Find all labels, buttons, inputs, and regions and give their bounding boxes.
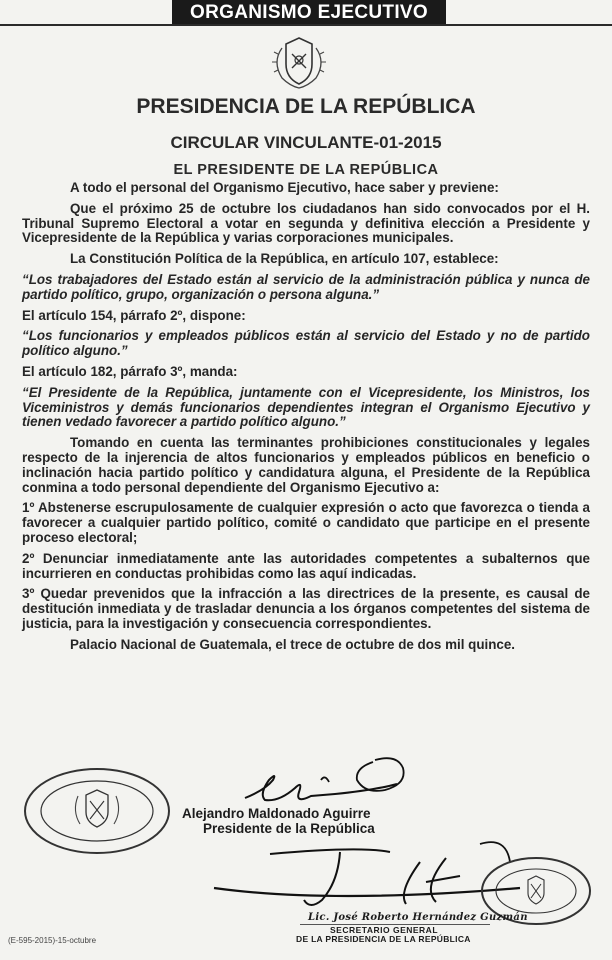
article-154-paragraph: El artículo 154, párrafo 2º, dispone:	[22, 307, 246, 323]
president-signature	[225, 750, 425, 812]
article-182-paragraph: El artículo 182, párrafo 3º, manda:	[22, 363, 238, 379]
considering-paragraph: Tomando en cuenta las terminantes prohibiciones constitucionales y legales respecto de la injerencia de altos funcionarios y empleados públicos en beneficio o inclinación hacia partido político y candidatura alguna, el Presidente de la República conmina a todo personal dependiente del Organismo Ejecutivo a:	[22, 435, 590, 495]
secretary-title: SECRETARIO GENERAL	[330, 925, 439, 935]
quote-article-107: “Los trabajadores del Estado están al servicio de la administración pública y nunca de partido político, grupo, organización o persona alguna.”	[22, 271, 590, 302]
date-paragraph: Palacio Nacional de Guatemala, el trece de octubre de dos mil quince.	[70, 636, 516, 652]
president-role: Presidente de la República	[203, 821, 375, 836]
directive-2: 2º Denunciar inmediatamente ante las autoridades competentes a subalternos que incurrieren en conductas prohibidas como las aquí indicadas.	[22, 550, 590, 581]
coat-of-arms-icon	[268, 34, 330, 90]
presidency-seal-icon	[22, 766, 172, 856]
intro-paragraph: A todo el personal del Organismo Ejecutivo, hace saber y previene:	[70, 180, 499, 195]
directive-3: 3º Quedar prevenidos que la infracción a las directrices de la presente, es causal de destitución inmediata y de trasladar denuncia a los órganos competentes del sistema de justicia, para la investigación y consecuencia correspondientes.	[22, 586, 590, 631]
quote-article-154: “Los funcionarios y empleados públicos están al servicio del Estado y no de partido político alguno.”	[22, 328, 590, 359]
president-name: Alejandro Maldonado Aguirre	[182, 806, 371, 821]
directive-1: 1º Abstenerse escrupulosamente de cualquier expresión o acto que favorezca o tienda a favorecer a cualquier partido político, comité o candidato que participe en el presente proceso electoral;	[22, 500, 590, 545]
header-rule	[0, 24, 612, 26]
section-banner: ORGANISMO EJECUTIVO	[172, 0, 446, 26]
circular-number: CIRCULAR VINCULANTE-01-2015	[170, 133, 442, 152]
secretary-name: Lic. José Roberto Hernández Guzmán	[308, 912, 528, 923]
publication-reference: (E-595-2015)-15-octubre	[8, 936, 97, 945]
convocation-paragraph: Que el próximo 25 de octubre los ciudadanos han sido convocados por el H. Tribunal Supremo Electoral a votar en segunda y definitiva elección a Presidente y Vicepresidente de la República y varias corporaciones municipales.	[22, 200, 590, 246]
quote-article-182: “El Presidente de la República, juntamente con el Vicepresidente, los Ministros, los Viceministros y demás funcionarios dependientes integran el Organismo Ejecutivo y tienen vedado favorecer a partido político alguno.”	[22, 384, 590, 430]
document-body	[22, 181, 590, 659]
page-title: PRESIDENCIA DE LA REPÚBLICA	[136, 95, 476, 118]
constitution-paragraph: La Constitución Política de la República, en artículo 107, establece:	[70, 251, 499, 267]
secretary-office: DE LA PRESIDENCIA DE LA REPÚBLICA	[296, 934, 471, 944]
president-heading: EL PRESIDENTE DE LA REPÚBLICA	[173, 162, 439, 178]
